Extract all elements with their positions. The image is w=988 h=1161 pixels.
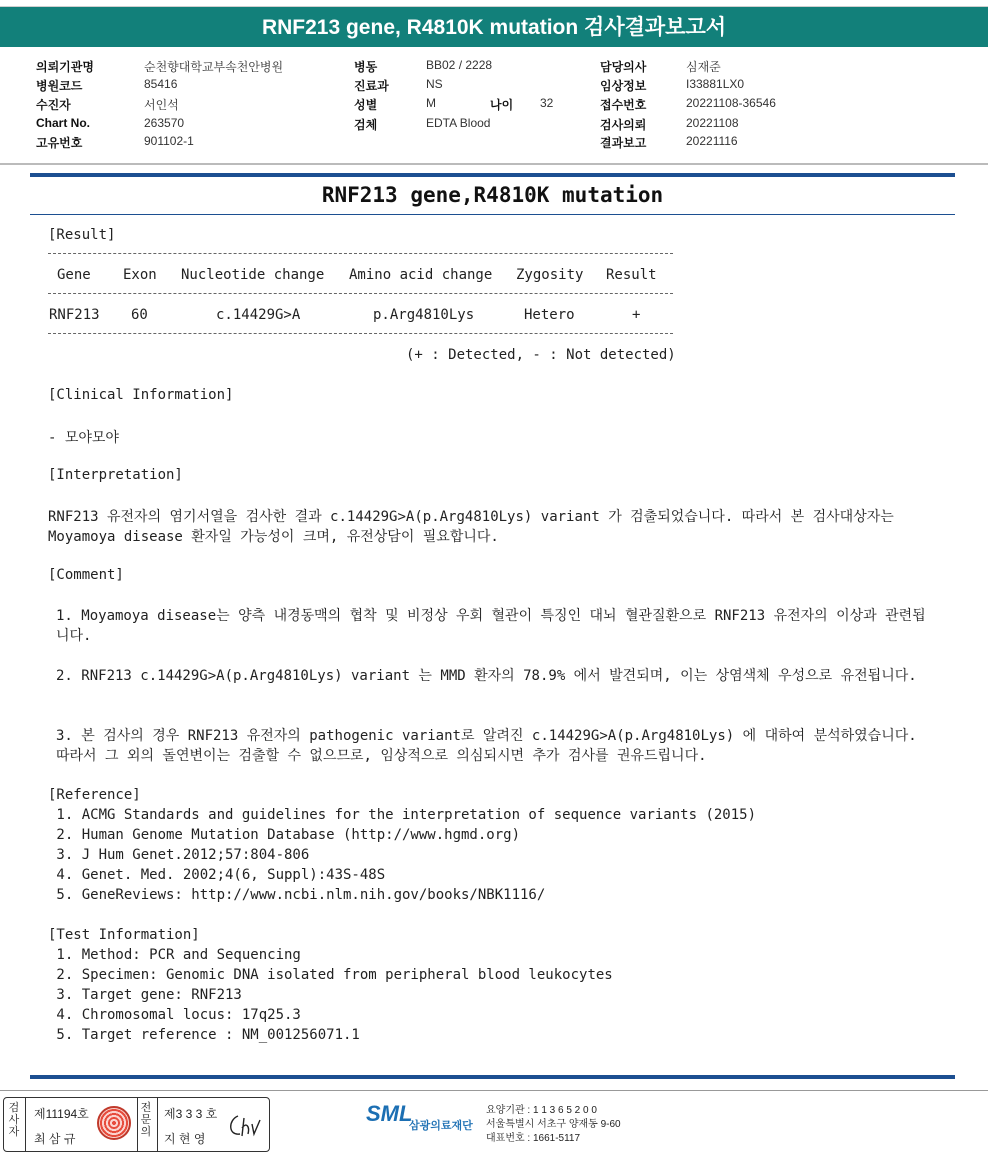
interpretation-heading: [Interpretation]	[48, 467, 183, 483]
specialist-license-no: 제3 3 3 호	[164, 1107, 218, 1121]
info-label: 고유번호	[36, 136, 83, 150]
report-title: RNF213 gene, R4810K mutation 검사결과보고서	[0, 7, 988, 47]
info-label: 수진자	[36, 98, 71, 112]
info-value: BB02 / 2228	[426, 58, 493, 72]
info-label: 접수번호	[600, 98, 647, 112]
col-header-zygosity: Zygosity	[516, 267, 584, 283]
sml-logo-icon: SML	[366, 1101, 413, 1126]
info-label: 병원코드	[36, 79, 83, 93]
interpretation-text: RNF213 유전자의 염기서열을 검사한 결과 c.14429G>A(p.Arg4810Lys) variant 가 검출되었습니다. 따라서 본 검사대상자는 Moyamoya disease 환자일 가능성이 크며, 유전상담이 필요합니다.	[48, 509, 894, 545]
reference-heading: [Reference]	[48, 787, 141, 803]
info-label: 결과보고	[600, 136, 647, 150]
reference-item: 2. Human Genome Mutation Database (http://www.hgmd.org)	[48, 827, 521, 843]
divider	[25, 1098, 26, 1151]
reference-item: 3. J Hum Genet.2012;57:804-806	[48, 847, 310, 863]
patient-info	[0, 54, 988, 154]
age-label: 나이	[490, 98, 514, 112]
divider	[157, 1098, 158, 1151]
info-value: M	[426, 96, 436, 110]
comment-heading: [Comment]	[48, 567, 124, 583]
institution-phone: 대표번호 : 1661-5117	[486, 1133, 581, 1144]
table-rule	[48, 253, 673, 254]
info-label: 의뢰기관명	[36, 60, 94, 74]
info-separator	[0, 163, 988, 165]
clinical-heading: [Clinical Information]	[48, 387, 234, 403]
info-label: 임상정보	[600, 79, 647, 93]
info-label: Chart No.	[36, 116, 90, 130]
clinical-text: - 모야모야	[48, 430, 119, 446]
age-value: 32	[540, 96, 554, 110]
test-info-item: 2. Specimen: Genomic DNA isolated from peripheral blood leukocytes	[48, 967, 613, 983]
institution-address: 서울특별시 서초구 양재동 9-60	[486, 1119, 621, 1130]
reference-item: 5. GeneReviews: http://www.ncbi.nlm.nih.gov/books/NBK1116/	[48, 887, 546, 903]
info-value: 순천향대학교부속천안병원	[144, 60, 284, 74]
comment-item: 2. RNF213 c.14429G>A(p.Arg4810Lys) variant 는 MMD 환자의 78.9% 에서 발견되며, 이는 상염색체 우성으로 유전됩니다.	[56, 668, 917, 684]
org-name: 삼광의료재단	[409, 1120, 473, 1132]
title-rule-bottom	[30, 214, 955, 215]
test-info-item: 5. Target reference : NM_001256071.1	[48, 1027, 360, 1043]
col-header-nucleotide: Nucleotide change	[181, 267, 325, 283]
bottom-rule	[30, 1075, 955, 1079]
footer-separator	[0, 1090, 988, 1091]
table-rule	[48, 333, 673, 334]
info-value: 263570	[144, 116, 185, 130]
info-value: 20221116	[686, 134, 738, 148]
info-value: EDTA Blood	[426, 116, 491, 130]
doc-title: RNF213 gene,R4810K mutation	[321, 183, 664, 207]
cell-gene: RNF213	[49, 307, 100, 323]
title-rule-top	[30, 173, 955, 177]
signature-box	[3, 1097, 270, 1152]
info-value: 20221108-36546	[686, 96, 776, 110]
info-value: 901102-1	[144, 134, 194, 148]
info-label: 성별	[354, 98, 378, 112]
comment-item: 3. 본 검사의 경우 RNF213 유전자의 pathogenic variant로 알려진 c.14429G>A(p.Arg4810Lys) 에 대하여 분석하였습니다. 따라서 그 외의 돌연변이는 검출할 수 없으므로, 임상적으로 의심되시면 추가 검사를 권유드립니다.	[56, 728, 917, 764]
cell-exon: 60	[131, 307, 148, 323]
cell-result: +	[632, 307, 641, 323]
info-value: 서인석	[144, 98, 179, 112]
reference-item: 1. ACMG Standards and guidelines for the interpretation of sequence variants (2015)	[48, 807, 757, 823]
info-value: I33881LX0	[686, 77, 745, 91]
info-label: 검사의뢰	[600, 118, 647, 132]
col-header-exon: Exon	[123, 267, 157, 283]
signature-icon	[226, 1112, 262, 1140]
info-label: 병동	[354, 60, 378, 74]
test-info-item: 3. Target gene: RNF213	[48, 987, 242, 1003]
divider	[137, 1098, 138, 1151]
table-rule	[48, 293, 673, 294]
specialist-name: 지 현 영	[164, 1132, 206, 1146]
test-info-item: 4. Chromosomal locus: 17q25.3	[48, 1007, 301, 1023]
seal-stamp-icon	[97, 1106, 131, 1140]
col-header-amino: Amino acid change	[349, 267, 493, 283]
top-border	[0, 0, 988, 7]
cell-amino: p.Arg4810Lys	[373, 307, 475, 323]
cell-nucleotide: c.14429G>A	[216, 307, 301, 323]
tester-name: 최 삼 규	[34, 1132, 76, 1146]
info-label: 진료과	[354, 79, 389, 93]
info-label: 검체	[354, 118, 378, 132]
institution-code: 요양기관 : 1 1 3 6 5 2 0 0	[486, 1105, 597, 1116]
reference-item: 4. Genet. Med. 2002;4(6, Suppl):43S-48S	[48, 867, 386, 883]
info-value: NS	[426, 77, 443, 91]
test-info-item: 1. Method: PCR and Sequencing	[48, 947, 301, 963]
info-value: 20221108	[686, 116, 739, 130]
specialist-label: 전문의	[140, 1102, 152, 1138]
comment-item: 1. Moyamoya disease는 양측 내경동맥의 협착 및 비정상 우회 혈관이 특징인 대뇌 혈관질환으로 RNF213 유전자의 이상과 관련됩니다.	[56, 608, 926, 644]
tester-license-no: 제11194호	[34, 1107, 89, 1121]
info-label: 담당의사	[600, 60, 647, 74]
info-value: 심재준	[686, 60, 721, 74]
institution-info	[486, 1104, 621, 1146]
col-header-result: Result	[606, 267, 657, 283]
test-info-heading: [Test Information]	[48, 927, 200, 943]
cell-zygosity: Hetero	[524, 307, 575, 323]
result-heading: [Result]	[48, 227, 116, 243]
result-legend: (+ : Detected, - : Not detected)	[406, 347, 676, 363]
tester-label: 검사자	[8, 1102, 20, 1138]
info-value: 85416	[144, 77, 178, 91]
col-header-gene: Gene	[57, 267, 91, 283]
